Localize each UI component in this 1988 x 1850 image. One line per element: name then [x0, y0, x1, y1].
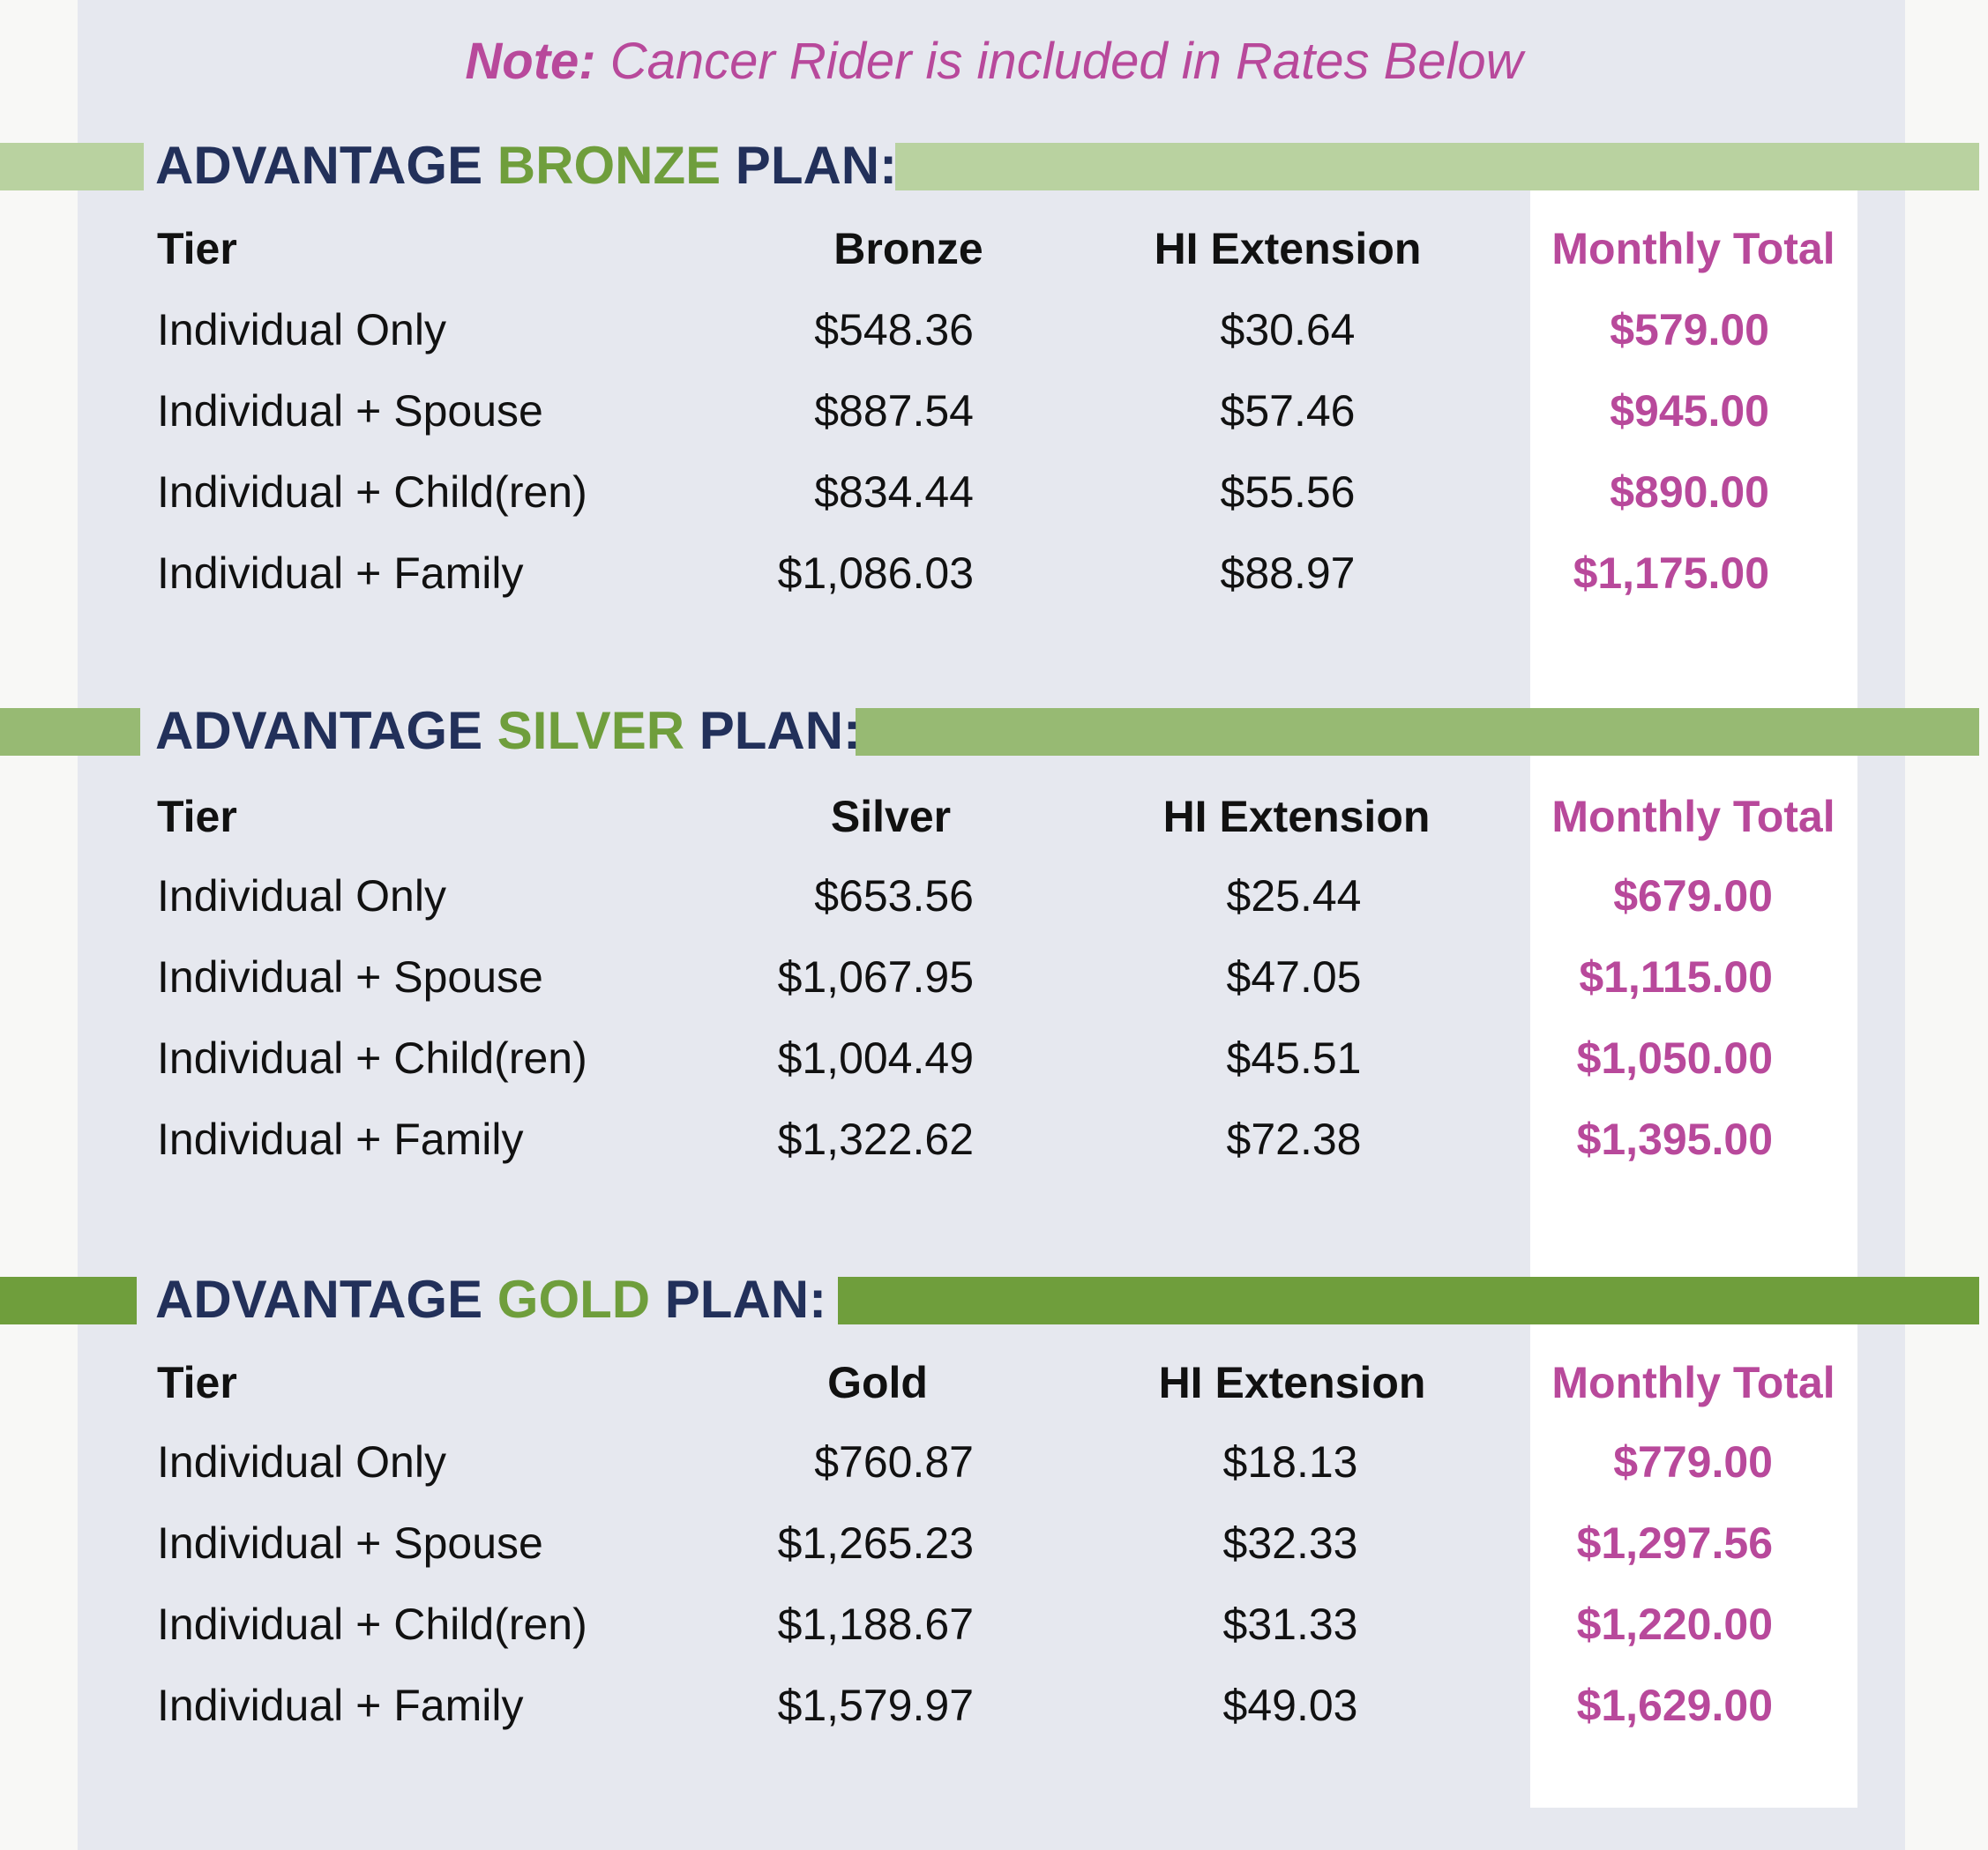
silver-header-tier: Tier — [157, 792, 237, 841]
bronze-row-3-plan: $834.44 — [814, 467, 974, 517]
silver-row-1-tier: Individual Only — [157, 871, 446, 921]
silver-row-3-tier: Individual + Child(ren) — [157, 1033, 587, 1083]
plan-title-tier: SILVER — [497, 701, 685, 760]
silver-row-3-total: $1,050.00 — [1576, 1033, 1773, 1083]
note-label: Note: — [465, 33, 596, 90]
gold-row-3-hi: $31.33 — [1222, 1600, 1358, 1649]
bronze-plan-title — [155, 132, 897, 199]
gold-row-2-tier: Individual + Spouse — [157, 1518, 543, 1568]
silver-header-hi-extension: HI Extension — [1162, 792, 1431, 841]
silver-plan-title — [155, 697, 861, 765]
plan-title-tier: GOLD — [497, 1270, 651, 1329]
plan-title-prefix: ADVANTAGE — [155, 701, 483, 760]
gold-row-3-tier: Individual + Child(ren) — [157, 1600, 587, 1649]
bronze-row-2-plan: $887.54 — [814, 386, 974, 436]
bronze-header-tier: Tier — [157, 224, 237, 273]
silver-bar-right — [856, 708, 1979, 756]
bronze-row-1-tier: Individual Only — [157, 305, 446, 354]
gold-row-4-tier: Individual + Family — [157, 1681, 524, 1730]
silver-row-4-plan: $1,322.62 — [777, 1115, 974, 1164]
silver-row-1-plan: $653.56 — [814, 871, 974, 921]
gold-row-4-total: $1,629.00 — [1576, 1681, 1773, 1730]
bronze-row-1-hi: $30.64 — [1220, 305, 1356, 354]
silver-row-2-hi: $47.05 — [1226, 952, 1362, 1002]
silver-bar-left — [0, 708, 140, 756]
gold-row-1-hi: $18.13 — [1222, 1437, 1358, 1487]
gold-row-1-total: $779.00 — [1613, 1437, 1773, 1487]
gold-header-plan: Gold — [827, 1358, 928, 1407]
silver-row-3-plan: $1,004.49 — [777, 1033, 974, 1083]
plan-title-suffix: PLAN: — [735, 136, 898, 195]
silver-row-2-tier: Individual + Spouse — [157, 952, 543, 1002]
bronze-row-1-total: $579.00 — [1610, 305, 1769, 354]
bronze-row-2-tier: Individual + Spouse — [157, 386, 543, 436]
plan-title-prefix: ADVANTAGE — [155, 136, 483, 195]
silver-row-2-plan: $1,067.95 — [777, 952, 974, 1002]
gold-row-3-plan: $1,188.67 — [777, 1600, 974, 1649]
gold-bar-left — [0, 1277, 137, 1324]
bronze-row-1-plan: $548.36 — [814, 305, 974, 354]
gold-plan-title — [155, 1266, 826, 1333]
plan-title-tier: BRONZE — [497, 136, 721, 195]
silver-row-1-total: $679.00 — [1613, 871, 1773, 921]
gold-row-2-plan: $1,265.23 — [777, 1518, 974, 1568]
bronze-bar-right — [895, 143, 1979, 190]
bronze-row-2-total: $945.00 — [1610, 386, 1769, 436]
bronze-header-hi-extension: HI Extension — [1154, 224, 1422, 273]
bronze-header-plan: Bronze — [833, 224, 983, 273]
silver-row-4-total: $1,395.00 — [1576, 1115, 1773, 1164]
gold-row-2-total: $1,297.56 — [1576, 1518, 1773, 1568]
bronze-row-4-plan: $1,086.03 — [777, 548, 974, 598]
silver-row-1-hi: $25.44 — [1226, 871, 1362, 921]
silver-row-3-hi: $45.51 — [1226, 1033, 1362, 1083]
bronze-row-3-hi: $55.56 — [1220, 467, 1356, 517]
gold-row-1-tier: Individual Only — [157, 1437, 446, 1487]
silver-header-plan: Silver — [830, 792, 952, 841]
bronze-header-monthly-total: Monthly Total — [1551, 224, 1835, 273]
silver-row-4-hi: $72.38 — [1226, 1115, 1362, 1164]
silver-row-2-total: $1,115.00 — [1579, 952, 1773, 1002]
gold-bar-right — [838, 1277, 1979, 1324]
bronze-row-2-hi: $57.46 — [1220, 386, 1356, 436]
gold-header-hi-extension: HI Extension — [1158, 1358, 1426, 1407]
silver-header-monthly-total: Monthly Total — [1551, 792, 1835, 841]
silver-row-4-tier: Individual + Family — [157, 1115, 524, 1164]
gold-row-4-plan: $1,579.97 — [777, 1681, 974, 1730]
bronze-row-4-total: $1,175.00 — [1573, 548, 1769, 598]
gold-row-2-hi: $32.33 — [1222, 1518, 1358, 1568]
bronze-row-4-tier: Individual + Family — [157, 548, 524, 598]
gold-header-tier: Tier — [157, 1358, 237, 1407]
plan-title-prefix: ADVANTAGE — [155, 1270, 483, 1329]
note-text: Cancer Rider is included in Rates Below — [609, 33, 1523, 90]
bronze-row-3-tier: Individual + Child(ren) — [157, 467, 587, 517]
plan-title-suffix: PLAN: — [664, 1270, 827, 1329]
gold-row-1-plan: $760.87 — [814, 1437, 974, 1487]
bronze-bar-left — [0, 143, 144, 190]
cancer-rider-note — [0, 32, 1988, 91]
gold-row-3-total: $1,220.00 — [1576, 1600, 1773, 1649]
bronze-row-3-total: $890.00 — [1610, 467, 1769, 517]
bronze-row-4-hi: $88.97 — [1220, 548, 1356, 598]
gold-row-4-hi: $49.03 — [1222, 1681, 1358, 1730]
gold-header-monthly-total: Monthly Total — [1551, 1358, 1835, 1407]
plan-title-suffix: PLAN: — [699, 701, 862, 760]
